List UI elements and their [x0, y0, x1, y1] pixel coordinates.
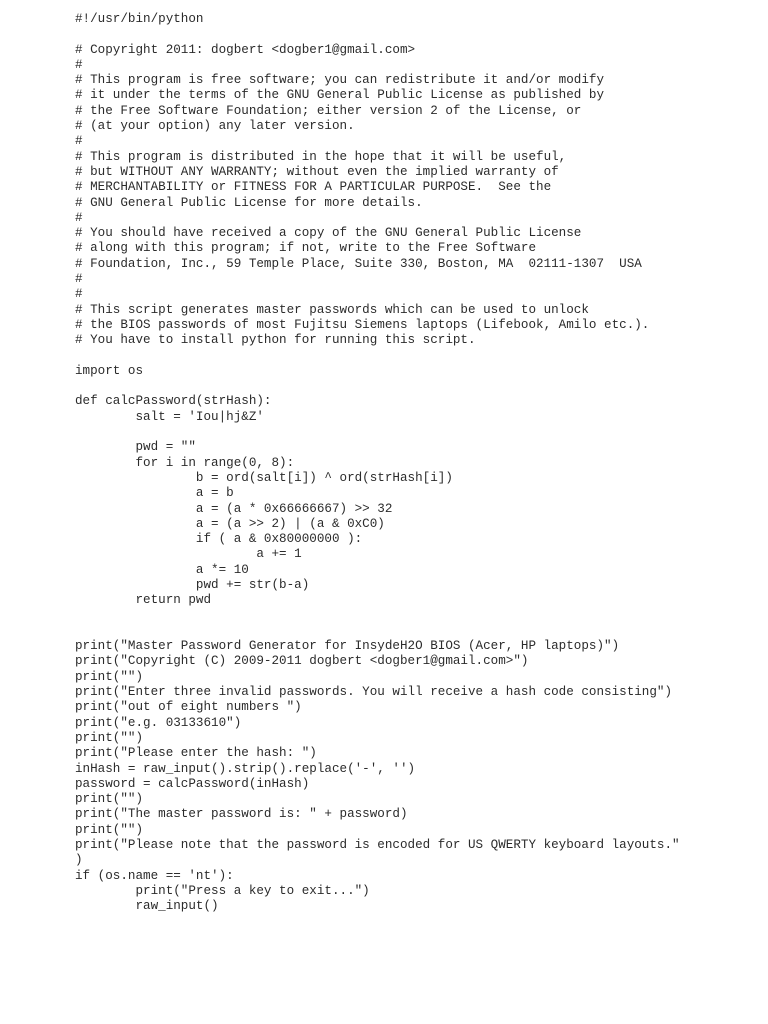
code-listing	[75, 12, 755, 915]
code-line	[75, 349, 755, 364]
code-line: password = calcPassword(inHash)	[75, 776, 310, 791]
code-line: a += 1	[75, 547, 302, 562]
code-line: raw_input()	[75, 899, 219, 914]
code-line: # You should have received a copy of the GNU General Public License	[75, 226, 582, 241]
code-line: b = ord(salt[i]) ^ ord(strHash[i])	[75, 470, 453, 485]
code-line: # This program is distributed in the hope that it will be useful,	[75, 149, 567, 164]
code-line: print("Please note that the password is encoded for US QWERTY keyboard layouts."	[75, 838, 680, 853]
code-line: #!/usr/bin/python	[75, 12, 204, 26]
code-line: pwd += str(b-a)	[75, 577, 310, 592]
code-line: print("")	[75, 669, 144, 684]
code-line: print("Copyright (C) 2009-2011 dogbert <dogber1@gmail.com>")	[75, 654, 529, 669]
code-line: print("Press a key to exit...")	[75, 883, 370, 898]
code-line: a = b	[75, 486, 234, 501]
code-line: print("Please enter the hash: ")	[75, 746, 317, 761]
code-line: # MERCHANTABILITY or FITNESS FOR A PARTICULAR PURPOSE. See the	[75, 180, 552, 195]
code-line: # but WITHOUT ANY WARRANTY; without even the implied warranty of	[75, 164, 559, 179]
code-line: # You have to install python for running this script.	[75, 333, 476, 348]
code-line: a = (a * 0x66666667) >> 32	[75, 501, 393, 516]
code-line	[75, 379, 755, 394]
code-line: # Foundation, Inc., 59 Temple Place, Suite 330, Boston, MA 02111-1307 USA	[75, 256, 642, 271]
code-line: if ( a & 0x80000000 ):	[75, 532, 363, 547]
code-line: # the Free Software Foundation; either version 2 of the License, or	[75, 103, 582, 118]
code-line: salt = 'Iou|hj&Z'	[75, 409, 264, 424]
code-line: import os	[75, 363, 144, 378]
code-line: # along with this program; if not, write to the Free Software	[75, 241, 537, 256]
code-line: #	[75, 287, 83, 302]
code-line: print("The master password is: " + password)	[75, 807, 408, 822]
code-line: pwd = ""	[75, 440, 196, 455]
code-line: for i in range(0, 8):	[75, 455, 295, 470]
code-line	[75, 27, 755, 42]
code-line: #	[75, 57, 83, 72]
code-line: if (os.name == 'nt'):	[75, 868, 234, 883]
code-line: print("e.g. 03133610")	[75, 715, 242, 730]
code-line: # (at your option) any later version.	[75, 119, 355, 134]
code-line: #	[75, 134, 83, 149]
code-line: print("")	[75, 822, 144, 837]
code-line: #	[75, 272, 83, 287]
code-line: print("")	[75, 792, 144, 807]
code-line: print("Master Password Generator for InsydeH2O BIOS (Acer, HP laptops)")	[75, 639, 620, 654]
code-line: # This program is free software; you can redistribute it and/or modify	[75, 73, 605, 88]
code-line: def calcPassword(strHash):	[75, 394, 272, 409]
code-line: a = (a >> 2) | (a & 0xC0)	[75, 516, 385, 531]
code-line: )	[75, 853, 83, 868]
code-line: print("Enter three invalid passwords. You will receive a hash code consisting")	[75, 685, 673, 700]
code-line: # it under the terms of the GNU General Public License as published by	[75, 88, 605, 103]
code-line	[75, 624, 755, 639]
code-line: a *= 10	[75, 562, 249, 577]
code-line	[75, 425, 755, 440]
code-line: inHash = raw_input().strip().replace('-', '')	[75, 761, 416, 776]
code-line: # the BIOS passwords of most Fujitsu Siemens laptops (Lifebook, Amilo etc.).	[75, 317, 650, 332]
code-line: # This script generates master passwords which can be used to unlock	[75, 302, 589, 317]
code-line: # GNU General Public License for more details.	[75, 195, 423, 210]
code-line: print("")	[75, 730, 144, 745]
code-line: return pwd	[75, 593, 212, 608]
code-line: # Copyright 2011: dogbert <dogber1@gmail.com>	[75, 42, 416, 57]
code-line	[75, 609, 755, 624]
code-line: #	[75, 210, 83, 225]
code-line: print("out of eight numbers ")	[75, 700, 302, 715]
